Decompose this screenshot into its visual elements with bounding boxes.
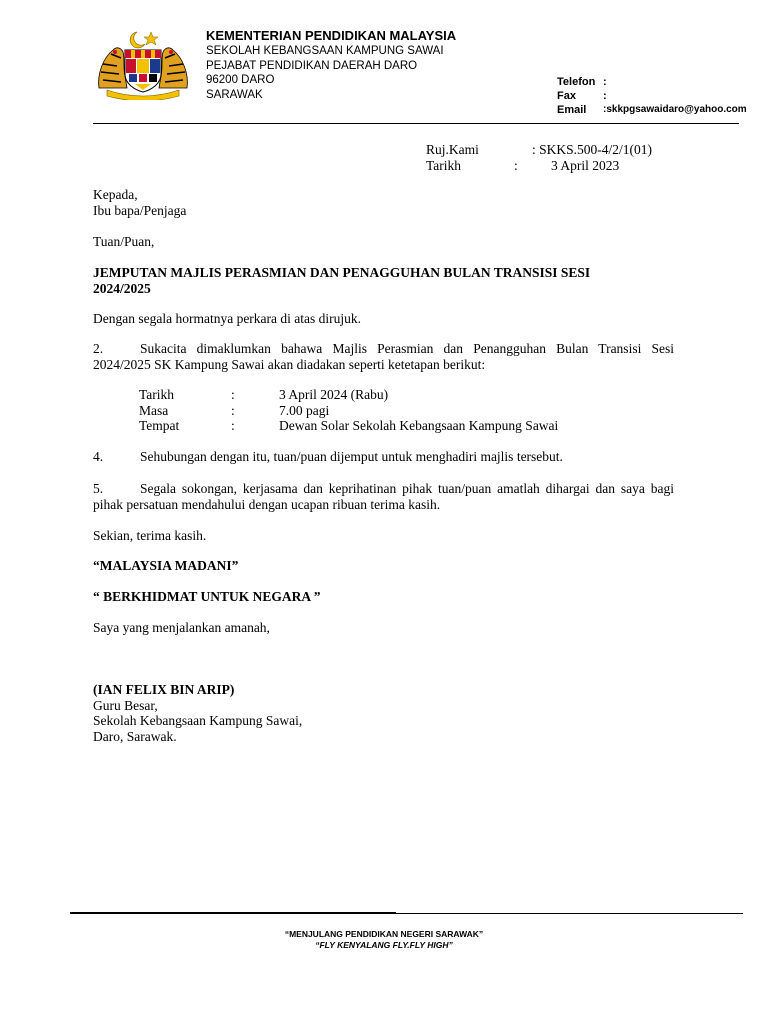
recipient-addressee: Ibu bapa/Penjaga: [93, 202, 187, 218]
signatory-position: Guru Besar,: [93, 697, 158, 713]
footer-divider-right: [396, 913, 743, 914]
salutation: Tuan/Puan,: [93, 234, 155, 249]
fax-colon: :: [603, 90, 607, 102]
event-place-row: [139, 418, 558, 434]
event-time-value: 7.00 pagi: [279, 402, 330, 418]
paragraph-5: [93, 481, 674, 512]
signatory-place: Daro, Sarawak.: [93, 728, 177, 744]
event-place-colon: :: [231, 418, 235, 433]
district-office: PEJABAT PENDIDIKAN DAERAH DARO: [206, 59, 418, 72]
footer-motto-line-2: “FLY KENYALANG FLY.FLY HIGH”: [315, 939, 453, 950]
footer-motto: [0, 929, 768, 950]
reference-block: [426, 142, 652, 173]
paragraph-5-line-2: pihak persatuan mendahului dengan ucapan ribuan terima kasih.: [93, 496, 441, 512]
phone-label: Telefon: [557, 76, 596, 88]
email-value: :skkpgsawaidaro@yahoo.com: [603, 104, 747, 115]
school-name: SEKOLAH KEBANGSAAN KAMPUNG SAWAI: [206, 45, 444, 57]
subject-line-1: JEMPUTAN MAJLIS PERASMIAN DAN PENAGGUHAN BULAN TRANSISI SESI: [93, 265, 591, 280]
paragraph-4: [93, 449, 674, 465]
fax-label: Fax: [557, 90, 576, 102]
letterhead: [206, 28, 456, 102]
paragraph-2-first-line: [93, 341, 674, 357]
intro-paragraph: Dengan segala hormatnya perkara di atas dirujuk.: [93, 311, 362, 326]
letter-date-label: Tarikh: [426, 157, 462, 173]
event-date-value: 3 April 2024 (Rabu): [279, 387, 389, 402]
paragraph-5-first-line: [93, 481, 674, 497]
event-date-label: Tarikh: [139, 387, 175, 402]
paragraph-4-text: Sehubungan dengan itu, tuan/puan dijemput untuk menghadiri majlis tersebut.: [140, 449, 563, 464]
paragraph-2-line-2: 2024/2025 SK Kampung Sawai akan diadakan seperti ketetapan berikut:: [93, 356, 486, 372]
event-time-label: Masa: [139, 402, 169, 418]
malaysia-coat-of-arms-icon: [93, 28, 193, 100]
event-time-colon: :: [231, 402, 235, 418]
fax-row: [557, 89, 747, 103]
event-place-label: Tempat: [139, 418, 180, 433]
event-details: [139, 387, 558, 434]
event-date-row: [139, 387, 558, 403]
footer-motto-line-1: “MENJULANG PENDIDIKAN NEGERI SARAWAK”: [284, 929, 484, 939]
letter-subject: [93, 265, 674, 296]
slogan-berkhidmat: “ BERKHIDMAT UNTUK NEGARA ”: [93, 589, 321, 604]
closing-remark: Sekian, terima kasih.: [93, 528, 207, 543]
signatory-school: Sekolah Kebangsaan Kampung Sawai,: [93, 713, 303, 728]
signature-block: [93, 682, 674, 744]
letter-date-value: 3 April 2023: [551, 157, 620, 173]
state-name: SARAWAK: [206, 88, 263, 101]
email-row: [557, 103, 747, 117]
phone-row: [557, 75, 747, 89]
trust-line: Saya yang menjalankan amanah,: [93, 620, 270, 635]
recipient-block: [93, 187, 674, 218]
header-divider: [93, 123, 739, 124]
slogan-malaysia-madani: “MALAYSIA MADANI”: [93, 558, 239, 573]
event-place-value: Dewan Solar Sekolah Kebangsaan Kampung Sawai: [279, 418, 559, 433]
ministry-name: KEMENTERIAN PENDIDIKAN MALAYSIA: [206, 28, 457, 43]
letter-date-row: [426, 158, 652, 174]
reference-number: : SKKS.500-4/2/1(01): [532, 142, 653, 157]
subject-line-2: 2024/2025: [93, 280, 151, 296]
phone-colon: :: [603, 76, 607, 88]
event-date-colon: :: [231, 387, 235, 402]
footer-divider-left: [70, 912, 396, 914]
postcode-town: 96200 DARO: [206, 74, 275, 86]
paragraph-number: 4.: [93, 449, 104, 464]
paragraph-number: 5.: [93, 481, 104, 496]
email-label: Email: [557, 104, 587, 116]
paragraph-number: 2.: [93, 341, 104, 356]
recipient-to: Kepada,: [93, 187, 138, 202]
paragraph-4-line: [93, 449, 674, 465]
contact-block: [557, 75, 747, 117]
paragraph-2-line-1: Sukacita dimaklumkan bahawa Majlis Perasmian dan Penangguhan Bulan Transisi Sesi: [140, 341, 674, 356]
letter-date-colon: :: [514, 157, 518, 173]
paragraph-2: [93, 341, 674, 372]
reference-label: Ruj.Kami: [426, 142, 479, 157]
reference-row: [426, 142, 652, 158]
event-time-row: [139, 403, 558, 419]
signatory-name: (IAN FELIX BIN ARIP): [93, 682, 235, 697]
paragraph-5-line-1: Segala sokongan, kerjasama dan keprihatinan pihak tuan/puan amatlah dihargai dan saya bagi: [140, 481, 674, 496]
